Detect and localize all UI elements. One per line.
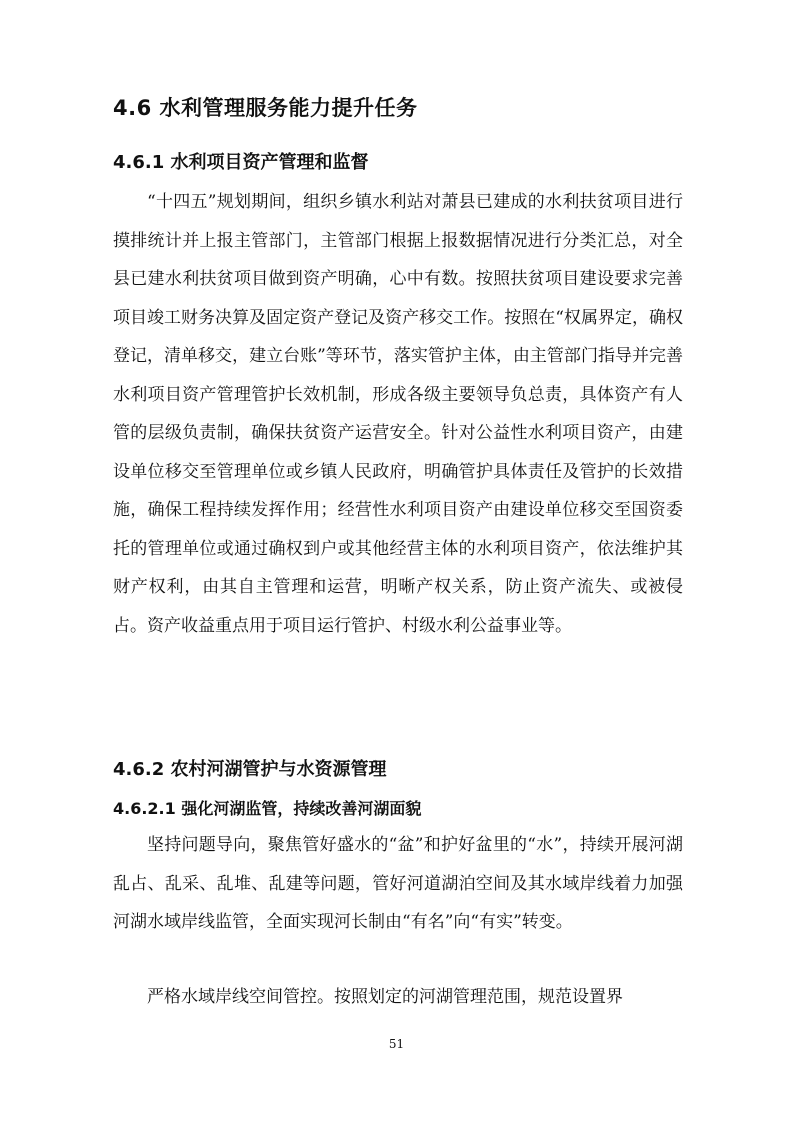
paragraph-shoreline-control: 严格水域岸线空间管控。按照划定的河湖管理范围，规范设置界 xyxy=(147,987,623,1007)
document-page xyxy=(113,0,683,1122)
paragraph-river-lake-supervision: 坚持问题导向，聚焦管好盛水的“盆”和护好盆里的“水”，持续开展河湖乱占、乱采、乱堆、乱建等问题，管好河道湖泊空间及其水域岸线着力加强河湖水域岸线监管，全面实现河长制由“有名”向“有实”转变。 xyxy=(113,835,683,932)
subsubsection-heading-4-6-2-1: 4.6.2.1 强化河湖监管，持续改善河湖面貌 xyxy=(113,799,422,818)
subsection-heading-4-6-1: 4.6.1 水利项目资产管理和监督 xyxy=(113,152,369,173)
paragraph-asset-management: “十四五”规划期间，组织乡镇水利站对萧县已建成的水利扶贫项目进行摸排统计并上报主管部门，主管部门根据上报数据情况进行分类汇总，对全县已建水利扶贫项目做到资产明确，心中有数。按照扶贫项目建设要求完善项目竣工财务决算及固定资产登记及资产移交工作。按照在“权属界定，确权登记，清单移交，建立台账”等环节，落实管护主体，由主管部门指导并完善水利项目资产管理管护长效机制，形成各级主要领导负总责，具体资产有人管的层级负责制，确保扶贫资产运营安全。针对公益性水利项目资产，由建设单位移交至管理单位或乡镇人民政府，明确管护具体责任及管护的长效措施，确保工程持续发挥作用；经营性水利项目资产由建设单位移交至国资委托的管理单位或通过确权到户或其他经营主体的水利项目资产，依法维护其财产权利，由其自主管理和运营，明晰产权关系，防止资产流失、或被侵占。资产收益重点用于项目运行管护、村级水利公益事业等。 xyxy=(113,192,683,636)
page-number: 51 xyxy=(388,1037,405,1051)
section-heading: 4.6 水利管理服务能力提升任务 xyxy=(113,96,418,120)
subsection-heading-4-6-2: 4.6.2 农村河湖管护与水资源管理 xyxy=(113,759,387,780)
